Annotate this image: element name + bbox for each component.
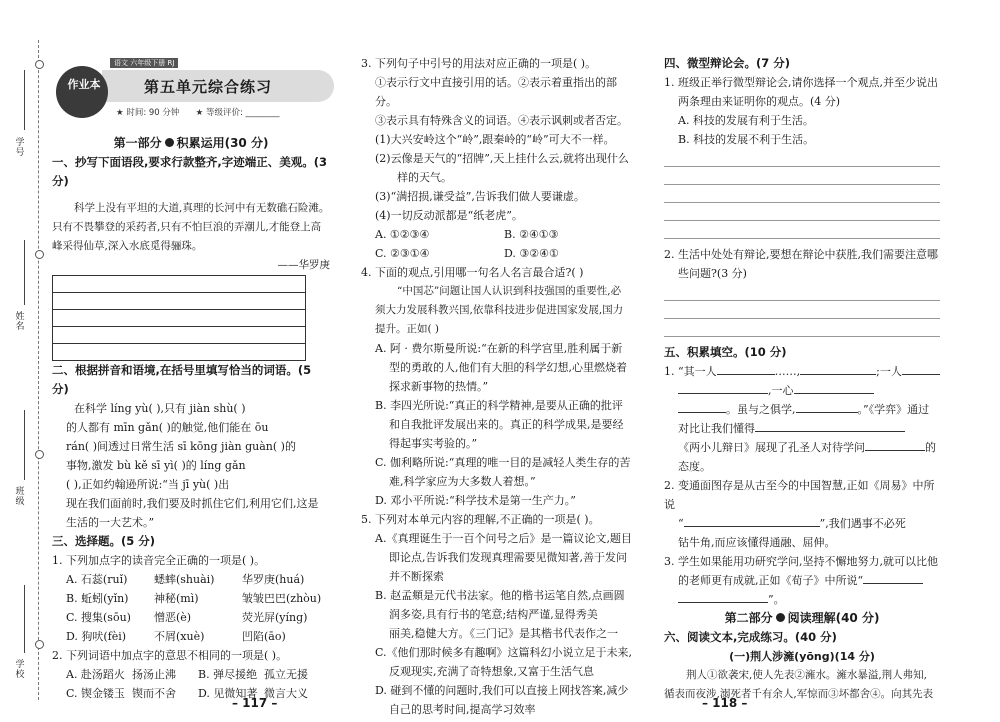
- fill-line[interactable]: [24, 240, 25, 305]
- q5-option-d: 自己的思考时间,提高学习效率: [389, 703, 536, 716]
- binding-hole: [35, 250, 44, 259]
- grade-tag: 语文 六年级下册 RJ: [110, 58, 178, 68]
- fill-line[interactable]: [24, 585, 25, 653]
- option-row: A. 石蕊(ruǐ) 蟋蟀(shuài) 华罗庚(huá): [66, 573, 305, 586]
- part-one-title: 第一部分 积累运用(30 分): [113, 136, 269, 150]
- option-row: A. 赴汤蹈火 扬汤止沸 B. 弹尽援绝 孤立无援: [66, 668, 308, 681]
- question-3: 3. 下列句子中引号的用法对应正确的一项是( )。: [361, 57, 597, 70]
- q4-prompt: 须大力发展科教兴国,依靠科技进步促进国家发展,国力: [375, 304, 624, 316]
- q4-option-b: 得起事实考验的。”: [389, 437, 478, 450]
- fill-question-3: ”。: [664, 590, 940, 609]
- answer-line[interactable]: [664, 301, 940, 319]
- fill-question-1: 态度。: [678, 460, 711, 473]
- answer-line[interactable]: [664, 149, 940, 167]
- q4-option-a: A. 阿 · 费尔斯曼所说:“在新的科学宫里,胜利属于新: [375, 342, 623, 355]
- debate-option-b: B. 科技的发展不利于生活。: [678, 133, 815, 146]
- question-2: 2. 下列词语中加点字的意思不相同的一项是( )。: [52, 649, 288, 662]
- label-school: 学校: [15, 660, 25, 680]
- q3-sentence: (2)云像是天气的“招牌”,天上挂什么云,就将出现什么: [375, 152, 629, 165]
- page-number-right: – 118 –: [702, 696, 748, 710]
- q3-legend: ③表示具有特殊含义的词语。④表示讽刺或者否定。: [375, 114, 628, 127]
- q4-option-a: 探求新事物的热情。”: [389, 380, 489, 393]
- binding-hole: [35, 450, 44, 459]
- blank-field[interactable]: [865, 438, 925, 451]
- column-left: [52, 134, 330, 703]
- fill-question-2: 2. 变通面图存是从古至今的中国智慧,正如《周易》中所说: [664, 479, 935, 511]
- fill-question-3: 的老师更有成就,正如《荀子》中所说“: [664, 571, 940, 590]
- q3-legend: ①表示行文中直接引用的话。②表示着重指出的部分。: [375, 76, 617, 108]
- option-row: C. ②③①④ D. ③②④①: [375, 247, 559, 260]
- q5-option-c: 反观现实,充满了奇特想象,又富于生活气息: [389, 665, 594, 678]
- pinyin-line: ( ),正如约翰逊所说:“当 jī yù( )出: [66, 478, 230, 491]
- q5-option-b: 润多姿,具有行书的笔意;结构严谨,显得秀美: [389, 608, 598, 621]
- section-pinyin-heading: 二、根据拼音和语境,在括号里填写恰当的词语。(5 分): [52, 363, 312, 396]
- mascot-badge: [56, 66, 108, 118]
- fill-question-3: 3. 学生如果能用功研究学问,坚持不懈地努力,就可以比他: [664, 555, 938, 568]
- q5-option-b: 丽美,稳健大方。《三门记》是其楷书代表作之一: [389, 627, 618, 640]
- worksheet-header: [52, 59, 337, 120]
- q5-option-a: A.《真理诞生于一百个问号之后》是一篇议论文,题目: [375, 532, 632, 545]
- time-label: ★ 时间: 90 分钟: [116, 108, 180, 118]
- blank-field[interactable]: [902, 362, 940, 375]
- badge-label: 作业本: [67, 78, 101, 91]
- fill-question-2: 钻牛角,而应该懂得通融、屈伸。: [678, 536, 836, 549]
- debate-question-1: 两条理由来证明你的观点。(4 分): [678, 95, 841, 108]
- blank-field[interactable]: [794, 381, 874, 394]
- q4-option-c: C. 伽利略所说:“真理的唯一目的是减轻人类生存的苦: [375, 456, 631, 469]
- page-title: 第五单元综合练习: [144, 78, 273, 96]
- blank-field[interactable]: [684, 514, 820, 527]
- debate-question-2: 些问题?(3 分): [678, 267, 747, 280]
- q4-option-c: 难,科学家应为大多数人着想。”: [389, 475, 536, 488]
- fill-question-1: 《两小儿辩日》展现了孔圣人对待学问 的: [664, 438, 940, 457]
- q3-sentence: (3)“满招损,谦受益”,告诉我们做人要谦虚。: [375, 190, 585, 203]
- copy-grid[interactable]: [52, 275, 306, 361]
- reading-passage: 荆人①欲袭宋,使人先表②澭水。澭水暴溢,荆人弗知,: [686, 669, 928, 681]
- option-row: A. ①②③④ B. ②④①③: [375, 228, 559, 241]
- copy-passage: 科学上没有平坦的大道,真理的长河中有无数礁石险滩。只有不畏攀登的采药者,只有不怕巨浪的弄潮儿,才能登上高峰采得仙草,深入水底觅得骊珠。: [52, 202, 330, 252]
- page-number-left: – 117 –: [232, 696, 278, 710]
- question-4: 4. 下面的观点,引用哪一句名人名言最合适?( ): [361, 266, 584, 279]
- blank-field[interactable]: [717, 362, 775, 375]
- section-copy-heading: 一、抄写下面语段,要求行款整齐,字迹端正、美观。(3 分): [52, 155, 327, 188]
- fill-line[interactable]: [24, 410, 25, 480]
- part-two-title: 第二部分 阅读理解(40 分): [724, 611, 880, 625]
- section-choice-heading: 三、选择题。(5 分): [52, 534, 156, 548]
- q3-sentence: (1)大兴安岭这个“岭”,跟秦岭的“岭”可大不一样。: [375, 133, 615, 146]
- answer-line[interactable]: [664, 203, 940, 221]
- answer-line[interactable]: [664, 221, 940, 239]
- q5-option-b: B. 赵孟頫是元代书法家。他的楷书运笔自然,点画圆: [375, 589, 625, 602]
- fill-question-1: 。虽与之俱学, 。”《学弈》通过: [664, 400, 940, 419]
- q5-option-a: 即论点,告诉我们发现真理需要见微知著,善于发问: [389, 551, 627, 564]
- blank-field[interactable]: [678, 400, 726, 413]
- fill-question-1: 1. “其一人 ……, ;一人: [664, 362, 940, 381]
- fill-line[interactable]: [24, 70, 25, 130]
- section-reading-heading: 六、阅读文本,完成练习。(40 分): [664, 630, 837, 644]
- fill-question-1: 对比让我们懂得: [664, 419, 940, 438]
- blank-field[interactable]: [800, 362, 876, 375]
- cut-line: [38, 40, 39, 700]
- option-row: D. 狗吠(fèi) 不屑(xuè) 凹陷(āo): [66, 630, 286, 643]
- column-middle: [361, 54, 633, 719]
- question-1: 1. 下列加点字的读音完全正确的一项是( )。: [52, 554, 266, 567]
- label-class: 班级: [15, 487, 25, 507]
- column-right: [664, 54, 940, 704]
- fill-question-2: “ ”,我们遇事不必死: [664, 514, 940, 533]
- answer-line[interactable]: [664, 283, 940, 301]
- bullet-icon: [165, 138, 174, 147]
- option-row: B. 蚯蚓(yǐn) 神秘(mì) 皱皱巴巴(zhòu): [66, 592, 322, 605]
- option-row: C. 搜集(sōu) 憎恶(è) 荧光屏(yíng): [66, 611, 308, 624]
- grade-label: ★ 等级评价: ________: [195, 108, 280, 118]
- answer-line[interactable]: [664, 167, 940, 185]
- q4-option-d: D. 邓小平所说:“科学技术是第一生产力。”: [375, 494, 576, 507]
- q5-option-d: D. 碰到不懂的问题时,我们可以直接上网找答案,减少: [375, 684, 629, 697]
- pinyin-line: rán( )间透过日常生活 sī kōng jiàn guàn( )的: [66, 440, 296, 453]
- label-name: 姓名: [15, 312, 25, 332]
- passage-author: ——华罗庚: [277, 259, 330, 271]
- label-student-id: 学号: [15, 138, 25, 158]
- q4-option-a: 型的勇敢的人,他们有大胆的科学幻想,心里燃烧着: [389, 361, 627, 374]
- pinyin-line: 的人都有 mīn gǎn( )的触觉,他们能在 ōu: [66, 421, 269, 434]
- answer-line[interactable]: [664, 185, 940, 203]
- binding-strip: [0, 0, 44, 722]
- q5-option-c: C.《他们那时候多有趣啊》这篇科幻小说立足于未来,: [375, 646, 633, 659]
- binding-hole: [35, 60, 44, 69]
- pinyin-line: 生活的一大艺术。”: [66, 516, 155, 529]
- question-5: 5. 下列对本单元内容的理解,不正确的一项是( )。: [361, 513, 600, 526]
- debate-option-a: A. 科技的发展有利于生活。: [678, 114, 814, 127]
- reading-subtitle: (一)荆人涉澭(yōng)(14 分): [729, 650, 875, 663]
- q5-option-a: 并不断探索: [389, 570, 444, 583]
- q3-sentence: 样的天气。: [397, 171, 452, 184]
- reading-passage: 循表而夜涉,溺死者千有余人,军惊而③坏都舍④。向其先表: [664, 688, 934, 700]
- section-fill-heading: 五、积累填空。(10 分): [664, 345, 787, 359]
- time-meta: [116, 106, 280, 118]
- q4-option-b: B. 李四光所说:“真正的科学精神,是要从正确的批评: [375, 399, 623, 412]
- q3-sentence: (4)一切反动派都是“纸老虎”。: [375, 209, 523, 222]
- blank-field[interactable]: [678, 590, 768, 603]
- pinyin-line: 事物,激发 bù kě sī yì( )的 líng gǎn: [66, 459, 246, 472]
- bullet-icon: [776, 613, 785, 622]
- blank-field[interactable]: [863, 571, 923, 584]
- answer-line[interactable]: [664, 319, 940, 337]
- pinyin-line: 在科学 líng yù( ),只有 jiàn shù( ): [74, 402, 246, 415]
- section-debate-heading: 四、微型辩论会。(7 分): [664, 56, 791, 70]
- blank-field[interactable]: [755, 419, 905, 432]
- debate-question-2: 2. 生活中处处有辩论,要想在辩论中获胜,我们需要注意哪: [664, 248, 938, 261]
- fill-question-1: ,一心: [664, 381, 940, 400]
- q4-prompt: 提升。正如( ): [375, 323, 440, 335]
- option-row: C. 锲金镂玉 锲而不舍 D. 见微知著 微言大义: [66, 687, 308, 700]
- q4-prompt: “中国芯”问题让国人认识到科技强国的重要性,必: [397, 285, 622, 297]
- pinyin-line: 现在我们面前时,我们要及时抓住它们,利用它们,这是: [66, 497, 319, 510]
- q4-option-b: 和自我批评发展出来的。真正的科学成果,是要经: [389, 418, 624, 431]
- blank-field[interactable]: [678, 381, 768, 394]
- debate-question-1: 1. 班级正举行微型辩论会,请你选择一个观点,并至少说出: [664, 76, 938, 89]
- blank-field[interactable]: [796, 400, 858, 413]
- binding-hole: [35, 640, 44, 649]
